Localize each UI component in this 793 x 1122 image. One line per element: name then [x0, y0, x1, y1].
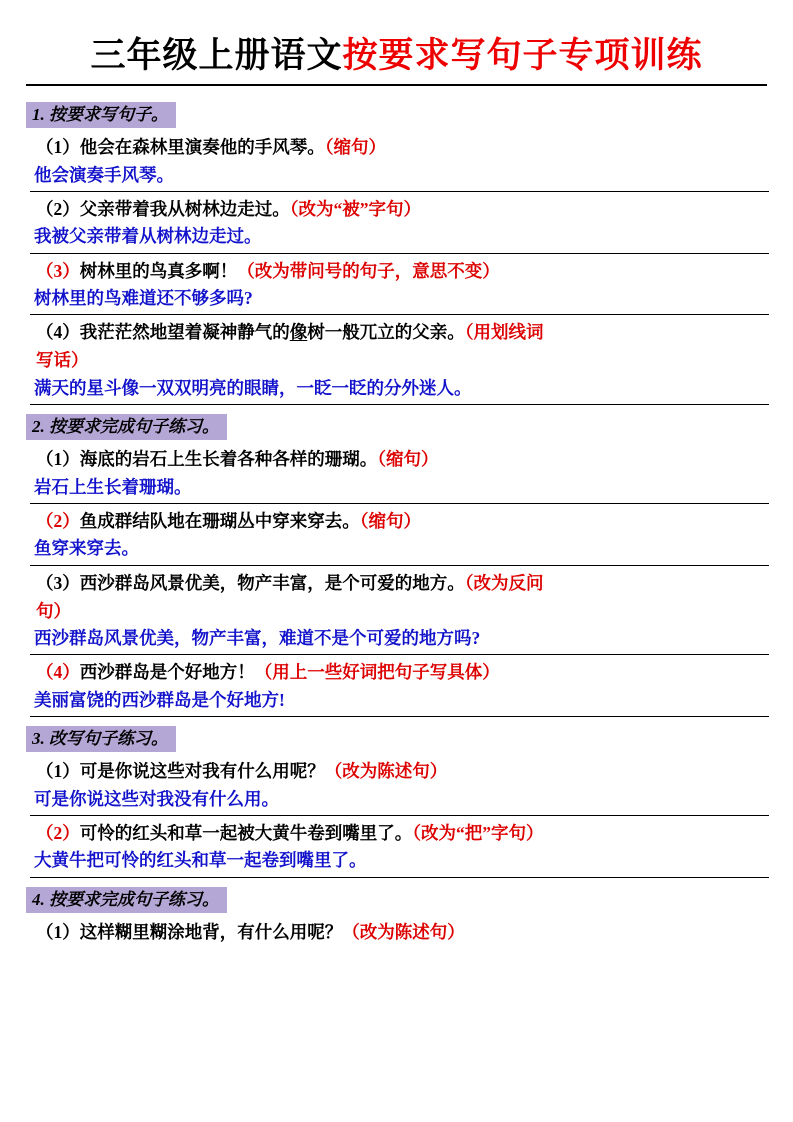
answer-line: 美丽富饶的西沙群岛是个好地方! [30, 688, 769, 717]
question-text: 可怜的红头和草一起被大黄牛卷到嘴里了。 [79, 822, 413, 843]
question-text: 父亲带着我从树林边走过。 [79, 198, 290, 219]
question-hint: （缩句） [359, 510, 421, 531]
question-number: （1） [36, 921, 80, 942]
question-number: （1） [36, 137, 80, 158]
question-hint: （改为“把”字句） [412, 822, 544, 843]
answer-line: 满天的星斗像一双双明亮的眼睛，一眨一眨的分外迷人。 [30, 376, 769, 405]
answer-line: 他会演奏手风琴。 [30, 163, 769, 192]
question-number: （2） [36, 510, 80, 531]
answer-line: 可是你说这些对我没有什么用。 [30, 787, 769, 816]
question-line [36, 758, 771, 784]
question-text: 他会在森林里演奏他的手风琴。 [79, 137, 325, 158]
question-hint: （改为反问 [464, 572, 544, 593]
question-number: （2） [36, 822, 80, 843]
answer-line: 树林里的鸟难道还不够多吗? [30, 286, 769, 315]
section-heading: 3. 改写句子练习。 [26, 726, 176, 752]
section-heading: 4. 按要求完成句子练习。 [26, 887, 227, 913]
title-red-part: 按要求写句子专项训练 [342, 36, 703, 75]
question-text-tail: 树一般兀立的父亲。 [307, 322, 465, 343]
question-hint: （缩句） [377, 449, 439, 470]
answer-line: 西沙群岛风景优美，物产丰富，难道不是个可爱的地方吗? [30, 626, 769, 655]
question-line [36, 659, 771, 685]
question-line [36, 258, 771, 284]
question-text: 西沙群岛风景优美，物产丰富，是个可爱的地方。 [79, 572, 465, 593]
section-heading: 2. 按要求完成句子练习。 [26, 414, 227, 440]
question-number: （2） [36, 198, 80, 219]
question-line [36, 820, 771, 846]
question-hint: （用上一些好词把句子写具体） [254, 662, 500, 683]
underlined-word: 像 [289, 322, 308, 343]
question-text: 海底的岩石上生长着各种各样的珊瑚。 [79, 449, 378, 470]
page-title [26, 28, 767, 86]
question-line [36, 446, 771, 472]
answer-line: 我被父亲带着从树林边走过。 [30, 224, 769, 253]
answer-line: 大黄牛把可怜的红头和草一起卷到嘴里了。 [30, 848, 769, 877]
question-line [36, 508, 771, 534]
section-heading: 1. 按要求写句子。 [26, 102, 176, 128]
question-hint: （缩句） [324, 137, 386, 158]
question-text: 树林里的鸟真多啊！ [79, 260, 238, 281]
question-text: 西沙群岛是个好地方！ [79, 662, 255, 683]
title-black-part: 三年级上册语文 [90, 36, 343, 75]
question-number: （1） [36, 449, 80, 470]
question-number: （3） [36, 260, 80, 281]
question-text: 鱼成群结队地在珊瑚丛中穿来穿去。 [79, 510, 360, 531]
question-text: 这样糊里糊涂地背，有什么用呢？ [79, 921, 343, 942]
question-hint: （用划线词 [464, 322, 544, 343]
question-line [36, 196, 771, 222]
question-hint: （改为陈述句） [324, 761, 448, 782]
question-text: 我茫茫然地望着凝神静气的 [79, 322, 290, 343]
question-hint-continuation: 写话） [36, 350, 89, 371]
question-hint-continuation: 句） [36, 600, 71, 621]
question-number: （4） [36, 662, 80, 683]
question-line [36, 919, 771, 945]
question-number: （3） [36, 572, 80, 593]
answer-line: 岩石上生长着珊瑚。 [30, 475, 769, 504]
question-number: （1） [36, 761, 80, 782]
question-number: （4） [36, 322, 80, 343]
question-line [36, 570, 771, 596]
question-text: 可是你说这些对我有什么用呢？ [79, 761, 325, 782]
answer-line: 鱼穿来穿去。 [30, 536, 769, 565]
question-line [36, 134, 771, 160]
question-hint: （改为陈述句） [342, 921, 465, 942]
question-hint: （改为“被”字句） [289, 198, 421, 219]
question-line [36, 319, 771, 345]
question-hint: （改为带问号的句子，意思不变） [237, 260, 500, 281]
